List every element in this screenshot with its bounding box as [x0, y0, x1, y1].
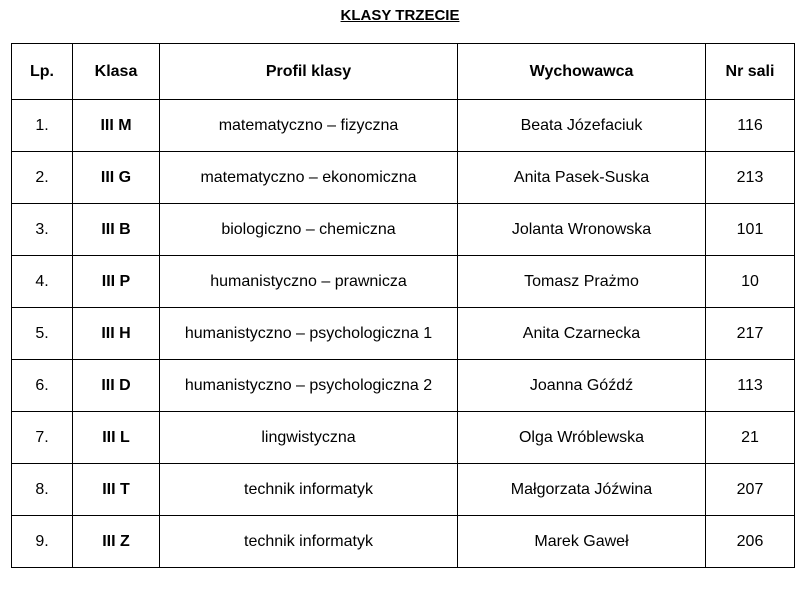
cell-profil: lingwistyczna: [160, 412, 458, 464]
cell-klasa: III M: [73, 100, 160, 152]
table-row: [12, 100, 795, 152]
cell-profil: humanistyczno – psychologiczna 2: [160, 360, 458, 412]
column-header-klasa: Klasa: [73, 44, 160, 100]
table-row: [12, 516, 795, 568]
cell-lp: 4.: [12, 256, 73, 308]
classes-table: [11, 43, 795, 568]
cell-wychowawca: Beata Józefaciuk: [458, 100, 706, 152]
cell-wychowawca: Małgorzata Jóźwina: [458, 464, 706, 516]
cell-lp: 1.: [12, 100, 73, 152]
cell-profil: biologiczno – chemiczna: [160, 204, 458, 256]
cell-klasa: III B: [73, 204, 160, 256]
table-row: [12, 360, 795, 412]
cell-profil: technik informatyk: [160, 516, 458, 568]
cell-lp: 6.: [12, 360, 73, 412]
cell-klasa: III L: [73, 412, 160, 464]
cell-nr-sali: 101: [706, 204, 795, 256]
table-row: [12, 204, 795, 256]
cell-wychowawca: Anita Pasek-Suska: [458, 152, 706, 204]
cell-lp: 9.: [12, 516, 73, 568]
cell-klasa: III G: [73, 152, 160, 204]
cell-lp: 8.: [12, 464, 73, 516]
cell-nr-sali: 217: [706, 308, 795, 360]
cell-nr-sali: 21: [706, 412, 795, 464]
cell-profil: humanistyczno – prawnicza: [160, 256, 458, 308]
table-header-row: [12, 44, 795, 100]
cell-lp: 3.: [12, 204, 73, 256]
table-row: [12, 256, 795, 308]
table-row: [12, 308, 795, 360]
table-row: [12, 412, 795, 464]
cell-nr-sali: 206: [706, 516, 795, 568]
cell-lp: 2.: [12, 152, 73, 204]
cell-nr-sali: 213: [706, 152, 795, 204]
cell-lp: 7.: [12, 412, 73, 464]
column-header-lp: Lp.: [12, 44, 73, 100]
cell-wychowawca: Joanna Góźdź: [458, 360, 706, 412]
cell-wychowawca: Tomasz Prażmo: [458, 256, 706, 308]
cell-klasa: III H: [73, 308, 160, 360]
table-row: [12, 152, 795, 204]
cell-klasa: III T: [73, 464, 160, 516]
cell-lp: 5.: [12, 308, 73, 360]
cell-klasa: III D: [73, 360, 160, 412]
cell-profil: technik informatyk: [160, 464, 458, 516]
page-title: KLASY TRZECIE: [340, 7, 460, 24]
cell-wychowawca: Olga Wróblewska: [458, 412, 706, 464]
column-header-nr-sali: Nr sali: [706, 44, 795, 100]
cell-wychowawca: Jolanta Wronowska: [458, 204, 706, 256]
cell-nr-sali: 116: [706, 100, 795, 152]
cell-profil: matematyczno – fizyczna: [160, 100, 458, 152]
cell-profil: matematyczno – ekonomiczna: [160, 152, 458, 204]
cell-wychowawca: Marek Gaweł: [458, 516, 706, 568]
cell-profil: humanistyczno – psychologiczna 1: [160, 308, 458, 360]
column-header-wychowawca: Wychowawca: [458, 44, 706, 100]
column-header-profil: Profil klasy: [160, 44, 458, 100]
cell-klasa: III P: [73, 256, 160, 308]
cell-nr-sali: 113: [706, 360, 795, 412]
cell-nr-sali: 10: [706, 256, 795, 308]
cell-wychowawca: Anita Czarnecka: [458, 308, 706, 360]
table-row: [12, 464, 795, 516]
cell-nr-sali: 207: [706, 464, 795, 516]
cell-klasa: III Z: [73, 516, 160, 568]
